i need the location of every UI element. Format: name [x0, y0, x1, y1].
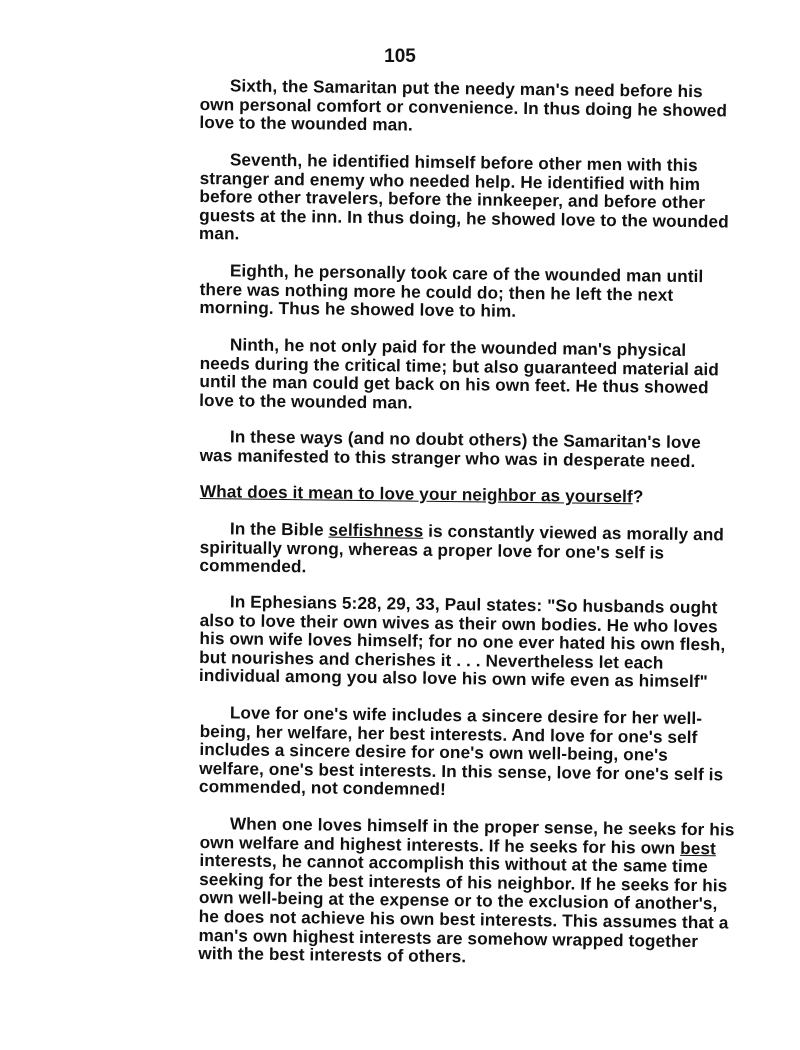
- paragraph-eighth: Eighth, he personally took care of the wounded man until there was nothing more he could do; then he left the next morning. Thus he showed love to him.: [199, 260, 704, 321]
- underlined-word-selfishness: selfishness: [328, 519, 424, 541]
- paragraph-proper-self-love-start: When one loves himself in the proper sense, he seeks for his own welfare and highest interests. If he seeks for his own: [199, 813, 735, 858]
- section-heading-mark: ?: [632, 486, 644, 507]
- paragraph-sixth: Sixth, the Samaritan put the needy man's need before his own personal comfort or convenience. In thus doing he showed love to the wounded man.: [199, 75, 728, 135]
- paragraph-selfishness: [199, 519, 735, 581]
- paragraph-selfishness-start: In the Bible: [229, 518, 329, 540]
- paragraph-ephesians: In Ephesians 5:28, 29, 33, Paul states: "So husbands ought also to love their own wives as their own bodies. He who loves his own wife loves himself; for no one ever hated his own flesh, but nourishes and cherishes it . . . Nevertheless let each individual among you also love his own wife even as himself": [198, 591, 726, 693]
- paragraph-summary: In these ways (and no doubt others) the Samaritan's love was manifested to this stranger who was in desperate need.: [199, 426, 701, 471]
- document-body: [200, 76, 735, 981]
- page-number: 105: [384, 46, 416, 67]
- paragraph-proper-self-love: [198, 814, 735, 969]
- paragraph-seventh: Seventh, he identified himself before other men with this stranger and enemy who needed help. He identified with him before other travelers, before the innkeeper, and before other guests at the inn. In thus doing, he showed love to the wounded man.: [198, 149, 729, 244]
- paragraph-selfishness-end: is constantly viewed as morally and spiritually wrong, whereas a proper love for one's self is commended.: [199, 520, 725, 577]
- section-heading: [200, 482, 735, 507]
- paragraph-love-for-wife: Love for one's wife includes a sincere desire for her well-being, her welfare, her best interests. And love for one's self includes a sincere desire for one's own well-being, one's welfare, one's best interests. In this sense, love for one's self is commended, not condemned!: [198, 702, 724, 800]
- section-heading-text: What does it mean to love your neighbor as yourself: [199, 481, 633, 507]
- paragraph-proper-self-love-end: interests, he cannot accomplish this without at the same time seeking for the best interests of his neighbor. If he seeks for his own well-being at the expense or to the exclusion of another's, he does not achieve his own best interests. This assumes that a man's own highest interests are somehow wrapped together with the best interests of others.: [198, 850, 729, 967]
- paragraph-ninth: Ninth, he not only paid for the wounded man's physical needs during the critical time; but also guaranteed material aid until the man could get back on his own feet. He thus showed love to the wounded man.: [199, 333, 720, 412]
- underlined-word-best: best: [680, 837, 717, 859]
